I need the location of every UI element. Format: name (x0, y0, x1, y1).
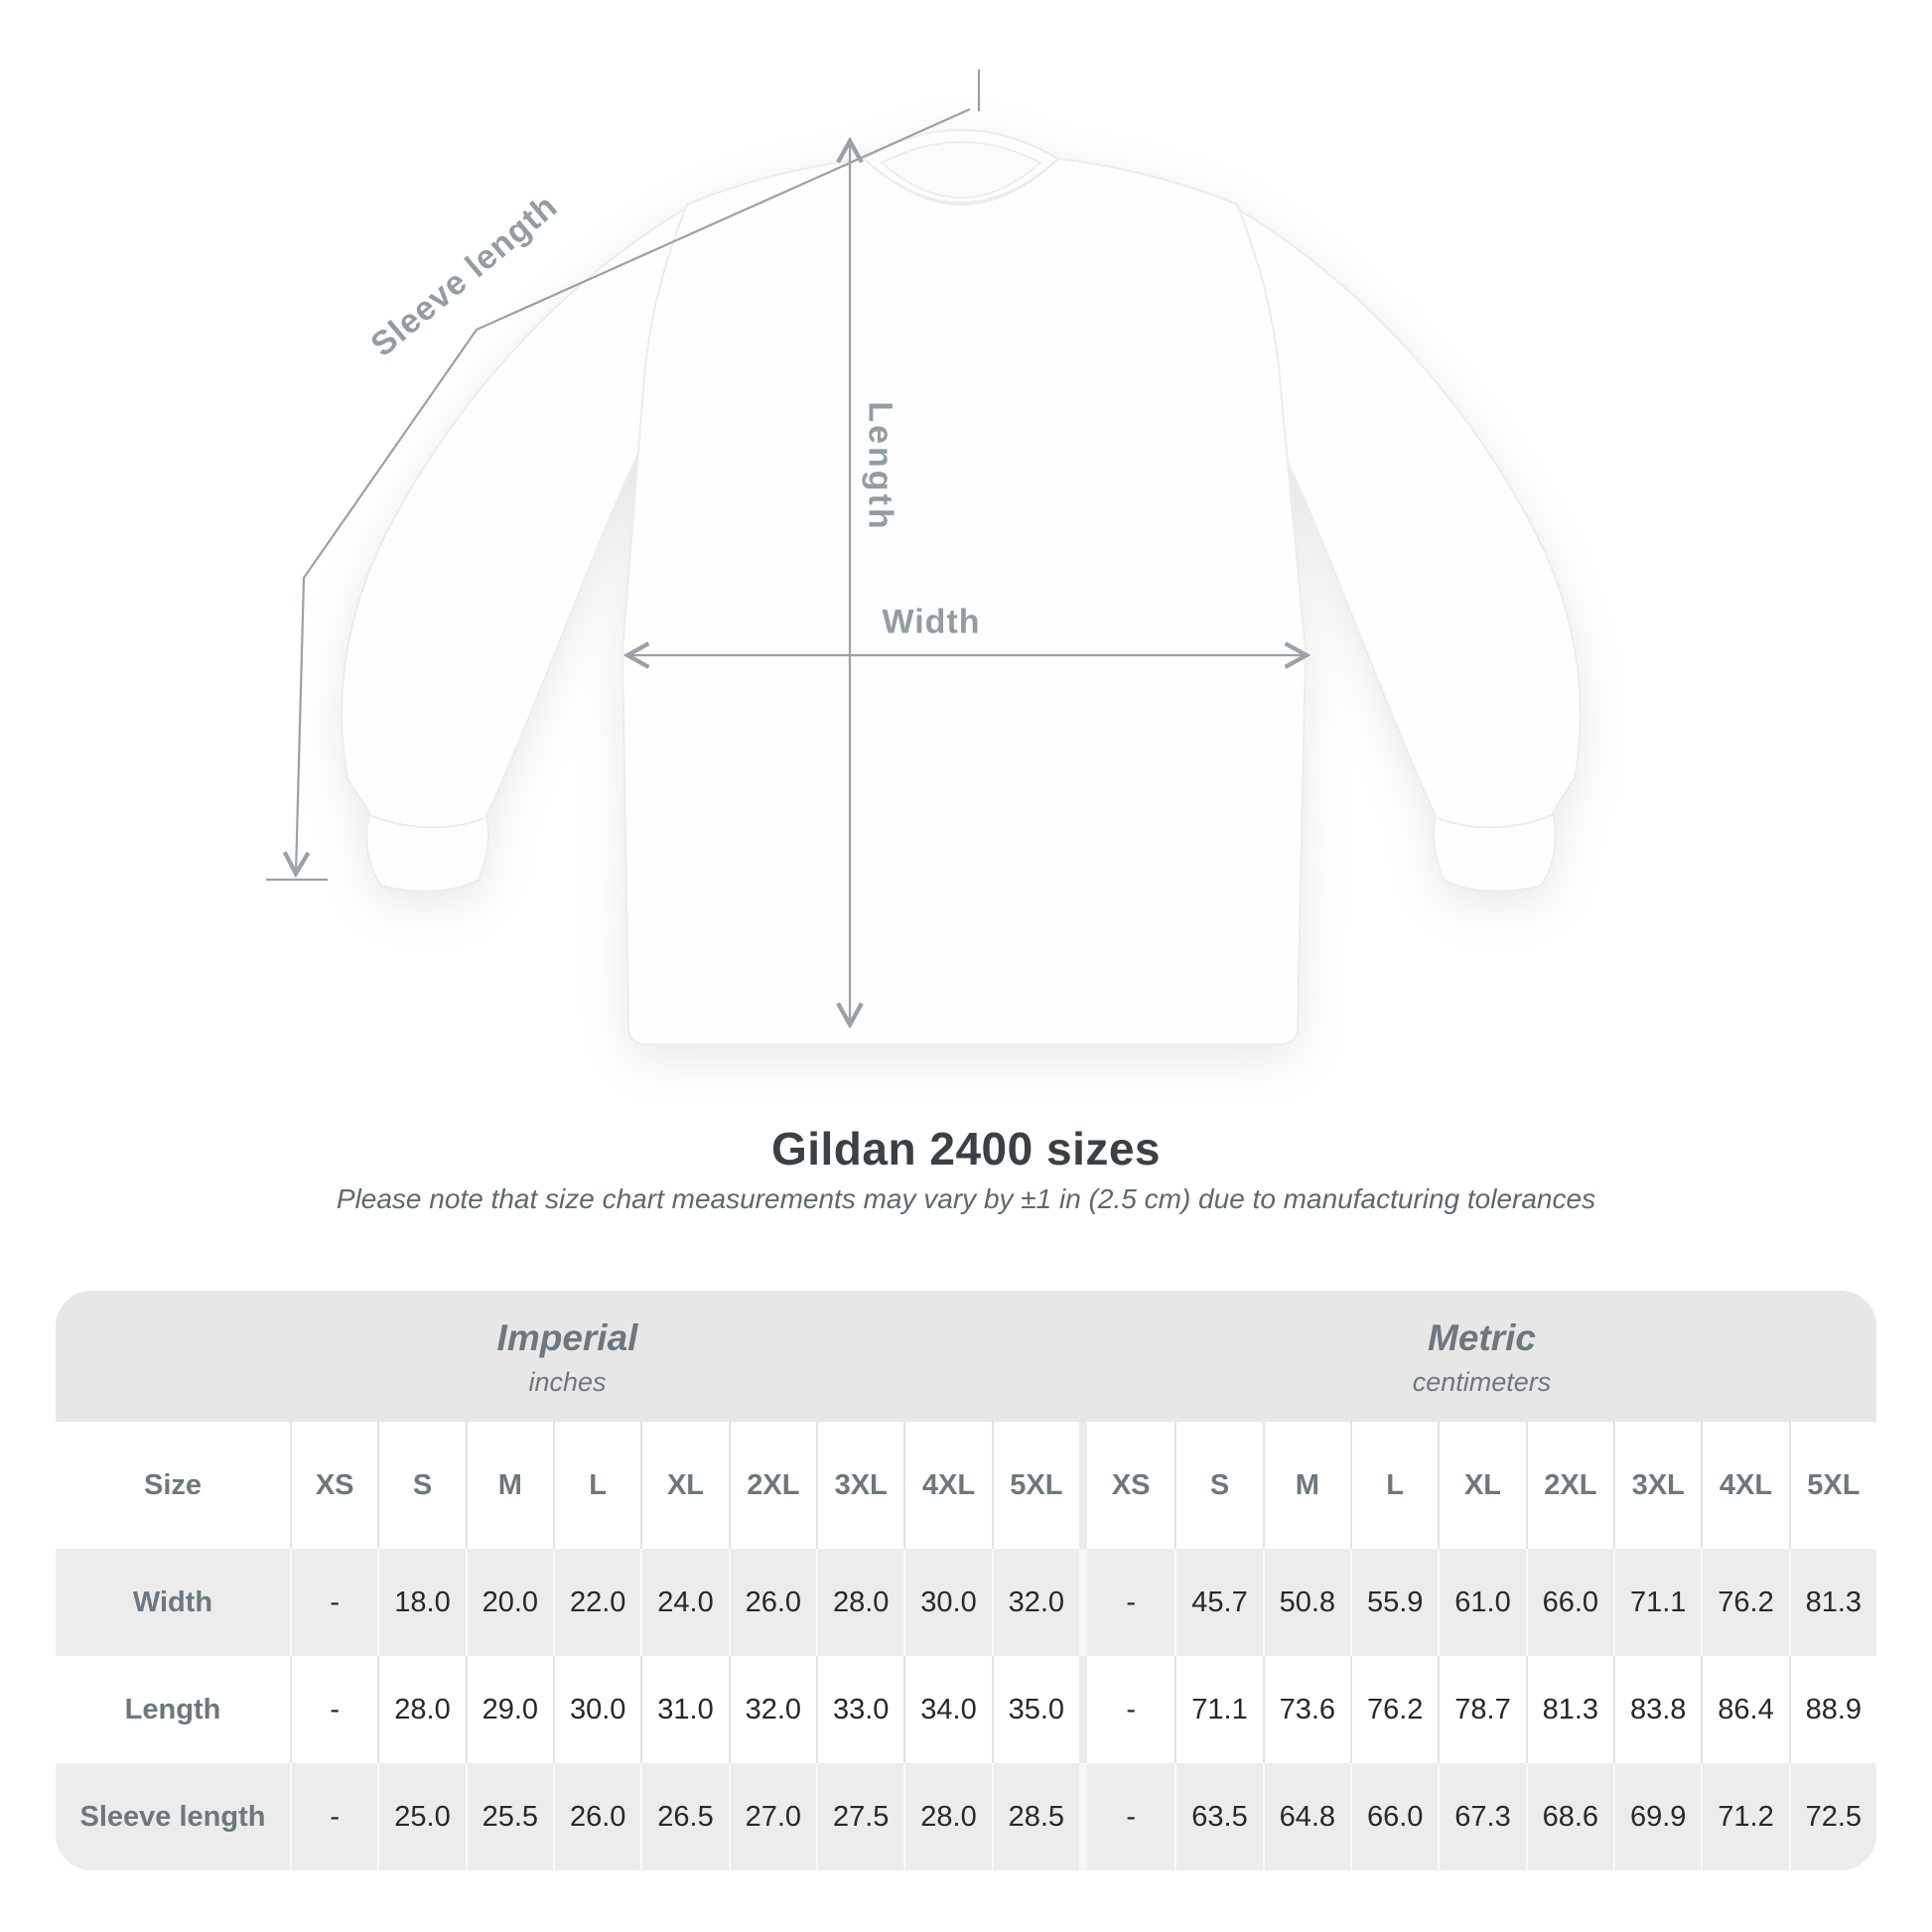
table-cell: 28.0 (903, 1763, 991, 1870)
table-cell: 27.0 (729, 1763, 816, 1870)
shirt-body (622, 159, 1306, 1044)
col-header-metric-m: M (1263, 1422, 1350, 1549)
table-cell: 68.6 (1526, 1763, 1613, 1870)
table-cell: 61.0 (1438, 1549, 1525, 1656)
table-cell: 28.0 (377, 1656, 465, 1763)
col-header-metric-4xl: 4XL (1701, 1422, 1788, 1549)
row-label-width: Width (132, 1586, 213, 1618)
col-header-imperial-m: M (466, 1422, 553, 1549)
table-cell: 66.0 (1350, 1763, 1438, 1870)
page-title: Gildan 2400 sizes (770, 1123, 1162, 1174)
table-cell: 72.5 (1789, 1763, 1876, 1870)
table-cell: 67.3 (1438, 1763, 1525, 1870)
table-cell: 45.7 (1174, 1549, 1262, 1656)
imperial-unit-group (56, 1291, 1079, 1422)
col-header-imperial-xs: XS (290, 1422, 377, 1549)
table-cell: 35.0 (992, 1656, 1079, 1763)
col-header-metric-5xl: 5XL (1789, 1422, 1876, 1549)
tolerance-note: Please note that size chart measurements may vary by ±1 in (2.5 cm) due to manufacturing tolerances (336, 1183, 1596, 1214)
table-cell: 71.1 (1613, 1549, 1701, 1656)
imperial-label: Imperial (496, 1316, 638, 1358)
row-label-length: Length (124, 1693, 221, 1725)
col-header-imperial-l: L (553, 1422, 640, 1549)
table-cell: 29.0 (466, 1656, 553, 1763)
table-cell: 55.9 (1350, 1549, 1438, 1656)
table-cell: 71.1 (1174, 1656, 1262, 1763)
table-cell: 86.4 (1701, 1656, 1788, 1763)
table-cell: 27.5 (816, 1763, 903, 1870)
table-cell: 25.5 (466, 1763, 553, 1870)
table-cell: 34.0 (903, 1656, 991, 1763)
table-cell: 78.7 (1438, 1656, 1525, 1763)
table-cell: 24.0 (640, 1549, 728, 1656)
table-cell: 30.0 (553, 1656, 640, 1763)
col-header-metric-s: S (1174, 1422, 1262, 1549)
table-cell: 26.0 (729, 1549, 816, 1656)
imperial-sublabel: inches (528, 1366, 607, 1397)
col-header-imperial-2xl: 2XL (729, 1422, 816, 1549)
table-cell: - (290, 1549, 377, 1656)
col-header-imperial-5xl: 5XL (992, 1422, 1079, 1549)
table-cell: 33.0 (816, 1656, 903, 1763)
table-cell: 69.9 (1613, 1763, 1701, 1870)
table-cell: - (1126, 1586, 1136, 1618)
table-cell: 30.0 (903, 1549, 991, 1656)
unit-header-row (56, 1291, 1876, 1422)
size-header-row (56, 1422, 1876, 1549)
table-cell: 32.0 (992, 1549, 1079, 1656)
table-cell: 26.5 (640, 1763, 728, 1870)
size-table (56, 1291, 1876, 1870)
metric-unit-group (1087, 1291, 1876, 1422)
table-cell: 28.0 (816, 1549, 903, 1656)
shirt-shape-group (342, 130, 1581, 1044)
col-header-metric-2xl: 2XL (1526, 1422, 1613, 1549)
row-label-sleeve-length: Sleeve length (79, 1800, 266, 1833)
table-cell: 63.5 (1174, 1763, 1262, 1870)
table-cell: - (1126, 1800, 1136, 1833)
unit-divider (1079, 1763, 1087, 1870)
unit-divider (1079, 1549, 1087, 1656)
col-header-metric-xl: XL (1438, 1422, 1525, 1549)
unit-divider (1079, 1656, 1087, 1763)
table-cell: - (290, 1763, 377, 1870)
table-cell: 20.0 (466, 1549, 553, 1656)
table-cell: 76.2 (1701, 1549, 1788, 1656)
col-header-imperial-3xl: 3XL (816, 1422, 903, 1549)
table-cell: 64.8 (1263, 1763, 1350, 1870)
col-header-metric-xs: XS (1111, 1468, 1151, 1501)
table-cell: 26.0 (553, 1763, 640, 1870)
metric-label: Metric (1428, 1316, 1536, 1358)
table-cell: 28.5 (992, 1763, 1079, 1870)
table-cell: 31.0 (640, 1656, 728, 1763)
table-cell: 76.2 (1350, 1656, 1438, 1763)
table-cell: 73.6 (1263, 1656, 1350, 1763)
col-header-metric-3xl: 3XL (1613, 1422, 1701, 1549)
width-label: Width (882, 603, 981, 641)
table-cell: 66.0 (1526, 1549, 1613, 1656)
table-row-width (56, 1549, 1876, 1656)
length-label: Length (861, 401, 899, 532)
table-cell: 81.3 (1789, 1549, 1876, 1656)
table-cell: 18.0 (377, 1549, 465, 1656)
metric-sublabel: centimeters (1412, 1366, 1552, 1397)
table-cell: 83.8 (1613, 1656, 1701, 1763)
table-cell: 81.3 (1526, 1656, 1613, 1763)
table-cell: 71.2 (1701, 1763, 1788, 1870)
table-row-sleeve-length (56, 1763, 1876, 1870)
unit-divider (1079, 1422, 1087, 1549)
table-cell: - (1126, 1693, 1136, 1725)
col-header-imperial-s: S (377, 1422, 465, 1549)
table-cell: 32.0 (729, 1656, 816, 1763)
table-cell: 50.8 (1263, 1549, 1350, 1656)
col-header-metric-l: L (1350, 1422, 1438, 1549)
size-column-header: Size (143, 1468, 203, 1501)
table-cell: 88.9 (1789, 1656, 1876, 1763)
col-header-imperial-xl: XL (640, 1422, 728, 1549)
table-cell: 25.0 (377, 1763, 465, 1870)
col-header-imperial-4xl: 4XL (903, 1422, 991, 1549)
table-cell: 22.0 (553, 1549, 640, 1656)
table-row-length (56, 1656, 1876, 1763)
sleeve-length-label: Sleeve length (363, 187, 565, 364)
table-cell: - (290, 1656, 377, 1763)
